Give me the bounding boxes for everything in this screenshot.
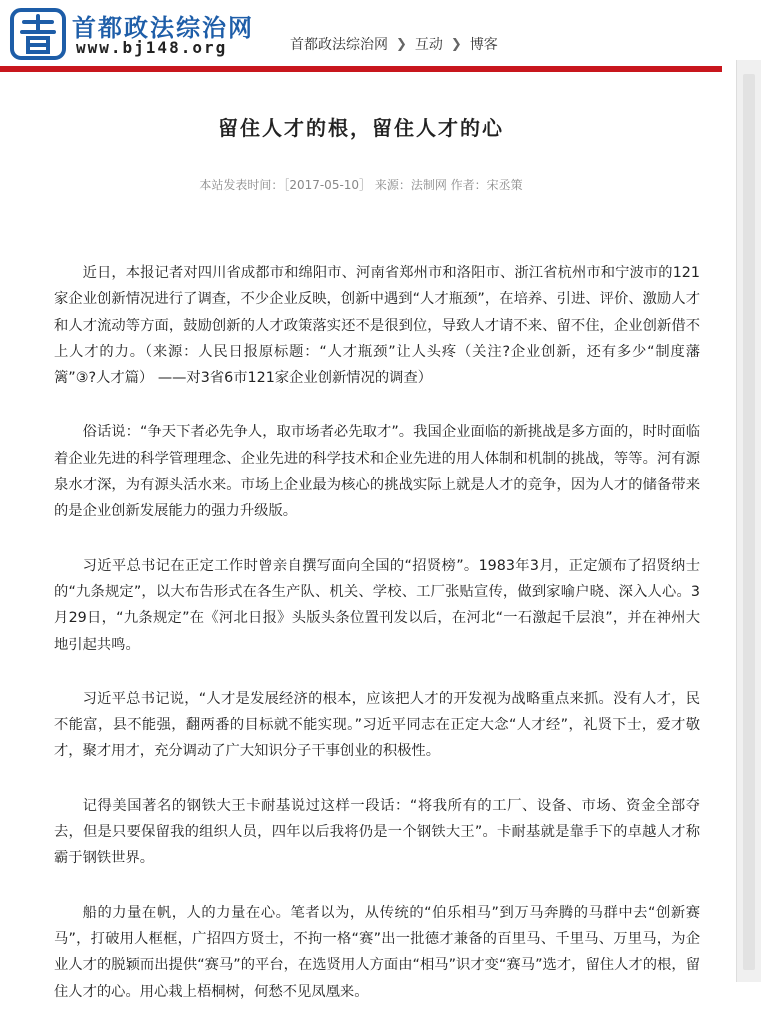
article-paragraph: 习近平总书记在正定工作时曾亲自撰写面向全国的“招贤榜”。1983年3月，正定颁布了招贤纳士的“九条规定”，以大布告形式在各生产队、机关、学校、工厂张贴宣传，做到家喻户晓、深入人心。3月29日，“九条规定”在《河北日报》头版头条位置刊发以后，在河北“一石激起千层浪”，并在神州大地引起共鸣。 xyxy=(54,557,700,653)
article-title: 留住人才的根，留住人才的心 xyxy=(218,116,504,140)
site-logo-icon[interactable] xyxy=(10,8,66,60)
article-paragraph: 近日，本报记者对四川省成都市和绵阳市、河南省郑州市和洛阳市、浙江省杭州市和宁波市的121家企业创新情况进行了调查，不少企业反映，创新中遇到“人才瓶颈”，在培养、引进、评价、激励人才和人才流动等方面，鼓励创新的人才政策落实还不是很到位，导致人才请不来、留不住，企业创新借不上人才的力。（来源：人民日报原标题：“人才瓶颈”让人头疼（关注?企业创新，还有多少“制度藩篱”③?人才篇） ——对3省6市121家企业创新情况的调查） xyxy=(54,265,700,387)
chevron-right-icon: ❯ xyxy=(396,36,407,52)
site-header xyxy=(0,0,722,66)
site-url[interactable]: www.bj148.org xyxy=(76,38,228,57)
site-name[interactable]: 首都政法综治网 xyxy=(72,14,254,42)
breadcrumb-blog-link[interactable]: 博客 xyxy=(469,37,498,53)
scrollbar-thumb[interactable] xyxy=(743,74,755,970)
article-paragraph: 习近平总书记说，“人才是发展经济的根本，应该把人才的开发视为战略重点来抓。没有人才，民不能富，县不能强，翻两番的目标就不能实现。”习近平同志在正定大念“人才经”，礼贤下士，爱才敬才，聚才用才，充分调动了广大知识分子干事创业的积极性。 xyxy=(54,690,700,760)
article-meta: 本站发表时间：［2017-05-10］ 来源：法制网 作者：宋丞策 xyxy=(199,178,523,192)
scrollbar[interactable] xyxy=(736,60,761,982)
breadcrumb-interaction-link[interactable]: 互动 xyxy=(414,37,443,53)
article-body xyxy=(54,260,700,1033)
article-paragraph: 俗话说：“争天下者必先争人，取市场者必先取才”。我国企业面临的新挑战是多方面的，时时面临着企业先进的科学管理理念、企业先进的科学技术和企业先进的用人体制和机制的挑战，等等。河有源泉水才深，为有源头活水来。市场上企业最为核心的挑战实际上就是人才的竞争，因为人才的储备带来的是企业创新发展能力的强力升级版。 xyxy=(54,424,700,520)
chevron-right-icon: ❯ xyxy=(450,36,462,52)
breadcrumb xyxy=(290,34,498,54)
article-paragraph: 记得美国著名的钢铁大王卡耐基说过这样一段话：“将我所有的工厂、设备、市场、资金全部夺去，但是只要保留我的组织人员，四年以后我将仍是一个钢铁大王”。卡耐基就是靠手下的卓越人才称霸于钢铁世界。 xyxy=(54,797,700,867)
header-divider xyxy=(0,66,722,72)
article-paragraph: 船的力量在帆，人的力量在心。笔者以为，从传统的“伯乐相马”到万马奔腾的马群中去“创新赛马”，打破用人框框，广招四方贤士，不拘一格“赛”出一批德才兼备的百里马、千里马、万里马，为企业人才的脱颖而出提供“赛马”的平台，在选贤用人方面由“相马”识才变“赛马”选才，留住人才的根，留住人才的心。用心栽上梧桐树，何愁不见凤凰来。 xyxy=(54,904,700,1000)
breadcrumb-home-link[interactable]: 首都政法综治网 xyxy=(290,37,388,53)
